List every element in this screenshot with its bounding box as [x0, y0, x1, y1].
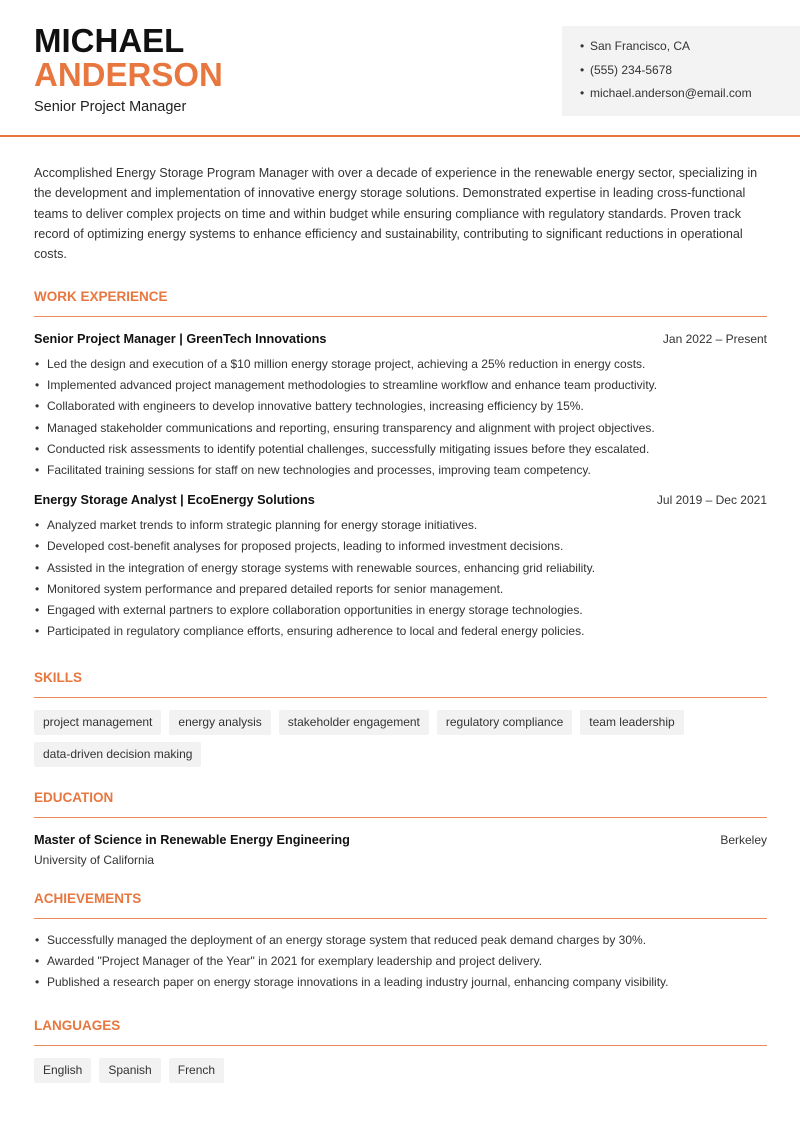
- languages-list: [34, 1058, 767, 1083]
- list-item: • Collaborated with engineers to develop innovative battery technologies, increasing efficiency by 15%.: [34, 396, 767, 417]
- list-item: • Facilitated training sessions for staff on new technologies and processes, improving team competency.: [34, 460, 767, 481]
- professional-summary: Accomplished Energy Storage Program Manager with over a decade of experience in the renewable energy sector, specializing in the development and implementation of innovative energy storage solutions. Demonstrated expertise in leading cross-functional teams to deliver complex projects on time and within budget while ensuring compliance with regulatory standards. Proven track record of optimizing energy systems to enhance efficiency and sustainability, contributing to significant reductions in operational costs.: [34, 166, 758, 262]
- last-name: ANDERSON: [34, 56, 223, 93]
- first-name: MICHAEL: [34, 22, 185, 59]
- bullet-icon: •: [35, 420, 40, 435]
- skill-chip: stakeholder engagement: [279, 710, 429, 735]
- bullet-icon: •: [35, 954, 40, 969]
- bullet-icon: •: [35, 933, 40, 947]
- job-entry: [34, 492, 767, 642]
- resume-header: [0, 0, 800, 137]
- language-chip: French: [169, 1058, 224, 1083]
- section-divider: [34, 1045, 767, 1046]
- contact-box: [562, 26, 800, 116]
- degree: Master of Science in Renewable Energy Engineering: [34, 833, 350, 847]
- job-role: Energy Storage Analyst | EcoEnergy Solutions: [34, 493, 315, 508]
- section-divider: [34, 316, 767, 317]
- contact-phone: [580, 63, 800, 87]
- bullet-icon: •: [35, 581, 40, 596]
- list-item: • Developed cost-benefit analyses for proposed projects, leading to informed investment decisions.: [34, 536, 767, 557]
- languages-section: [34, 1018, 767, 1083]
- email-link[interactable]: michael.anderson@email.com: [590, 86, 752, 100]
- language-chip: English: [34, 1058, 91, 1083]
- skill-chip: project management: [34, 710, 161, 735]
- language-chip: Spanish: [99, 1058, 160, 1083]
- location-text: San Francisco, CA: [590, 39, 691, 53]
- skill-chip: team leadership: [580, 710, 683, 735]
- bullet-icon: •: [35, 624, 40, 639]
- job-dates: Jul 2019 – Dec 2021: [656, 493, 767, 508]
- contact-location: [580, 39, 800, 63]
- list-item: • Monitored system performance and prepared detailed reports for senior management.: [34, 579, 767, 600]
- skills-list: [34, 710, 767, 767]
- job-bullets: [34, 354, 767, 481]
- section-divider: [34, 817, 767, 818]
- bullet-icon: •: [35, 399, 40, 414]
- education-location: Berkeley: [720, 833, 767, 847]
- skill-chip: energy analysis: [169, 710, 270, 735]
- bullet-icon: •: [580, 86, 585, 100]
- job-bullets: [34, 515, 767, 642]
- skills-section: [34, 670, 767, 767]
- achievements-list: [34, 930, 767, 994]
- bullet-icon: •: [35, 441, 40, 456]
- section-divider: [34, 918, 767, 919]
- section-title: EDUCATION: [34, 790, 114, 805]
- job-dates: Jan 2022 – Present: [662, 332, 767, 346]
- phone-text[interactable]: (555) 234-5678: [590, 62, 673, 77]
- list-item: • Implemented advanced project management methodologies to streamline workflow and enhance team productivity.: [34, 375, 767, 396]
- list-item: • Analyzed market trends to inform strategic planning for energy storage initiatives.: [34, 515, 767, 536]
- list-item: • Led the design and execution of a $10 million energy storage project, achieving a 25% reduction in energy costs.: [34, 354, 767, 375]
- work-experience-section: [34, 289, 767, 642]
- school-name: University of California: [34, 853, 155, 867]
- section-title: WORK EXPERIENCE: [34, 289, 168, 304]
- job-entry: [34, 331, 767, 481]
- bullet-icon: •: [35, 463, 40, 478]
- list-item: • Successfully managed the deployment of an energy storage system that reduced peak demand charges by 30%.: [34, 930, 767, 951]
- contact-email: [580, 86, 800, 110]
- education-section: [34, 790, 767, 867]
- list-item: • Conducted risk assessments to identify potential challenges, successfully mitigating issues before they escalated.: [34, 439, 767, 460]
- achievements-section: [34, 891, 767, 994]
- bullet-icon: •: [35, 378, 40, 393]
- job-title: Senior Project Manager: [34, 99, 187, 115]
- section-divider: [34, 697, 767, 698]
- skill-chip: data-driven decision making: [34, 742, 201, 767]
- list-item: • Published a research paper on energy storage innovations in a leading industry journal, enhancing company visibility.: [34, 972, 767, 993]
- list-item: • Managed stakeholder communications and reporting, ensuring transparency and alignment with project objectives.: [34, 418, 767, 439]
- section-title: SKILLS: [34, 670, 83, 685]
- job-role: Senior Project Manager | GreenTech Innovations: [34, 332, 327, 346]
- list-item: • Participated in regulatory compliance efforts, ensuring adherence to local and federal energy policies.: [34, 621, 767, 642]
- bullet-icon: •: [35, 539, 40, 554]
- bullet-icon: •: [35, 518, 40, 533]
- skill-chip: regulatory compliance: [437, 710, 572, 735]
- bullet-icon: •: [35, 357, 40, 371]
- bullet-icon: •: [580, 39, 585, 53]
- bullet-icon: •: [35, 603, 40, 618]
- bullet-icon: •: [35, 975, 40, 990]
- bullet-icon: •: [35, 560, 40, 575]
- list-item: • Assisted in the integration of energy storage systems with renewable sources, enhancing grid reliability.: [34, 558, 767, 579]
- list-item: • Engaged with external partners to explore collaboration opportunities in energy storage technologies.: [34, 600, 767, 621]
- list-item: • Awarded "Project Manager of the Year" in 2021 for exemplary leadership and project delivery.: [34, 951, 767, 972]
- section-title: LANGUAGES: [34, 1018, 121, 1033]
- bullet-icon: •: [580, 62, 585, 77]
- section-title: ACHIEVEMENTS: [34, 891, 142, 906]
